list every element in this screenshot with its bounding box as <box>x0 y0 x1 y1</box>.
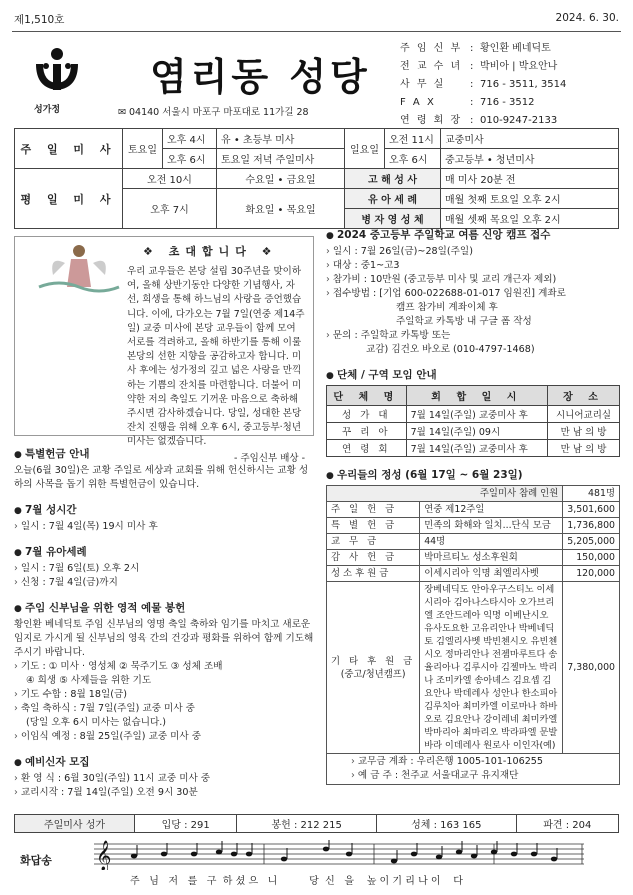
jubilee-item: › 축일 축하식 : 7월 7일(주일) 교중 미사 중 <box>14 702 314 716</box>
staff-row <box>400 94 566 112</box>
offering-amount: 5,205,000 <box>563 534 620 550</box>
staff-value: 716 - 3511, 3514 <box>480 79 567 90</box>
offering-label: 주 일 헌 금 <box>327 502 420 518</box>
staff-row <box>400 76 566 94</box>
colon: : <box>470 43 474 54</box>
hymn-bar: 주일미사 성가 입당 : 291 봉헌 : 212 215 성체 : 163 165 파견 : 204 <box>14 814 619 833</box>
group-cell: 꾸 리 아 <box>327 423 407 440</box>
camp-item: › 일시 : 7월 26일(금)~28일(주일) <box>326 245 620 259</box>
offering-row <box>327 502 620 518</box>
offering-desc: 박마르티노 성소후원회 <box>420 550 563 566</box>
staff-value: 황인환 베네딕토 <box>480 43 551 54</box>
song-lyrics: 주 님 저 를 구 하 셨 으 니 당 신 을 높 이 기 리 나 이 다 <box>130 876 463 887</box>
music-note <box>511 852 517 857</box>
account-line: › 교무금 계좌 : 우리은행 1005-101-106255 <box>351 755 615 769</box>
groups-title: ● 단체 / 구역 모임 안내 <box>326 367 620 382</box>
music-note <box>231 852 237 857</box>
offering-row <box>327 534 620 550</box>
psalm-score <box>14 834 619 886</box>
staff-label: 연 령 회 장 <box>400 115 463 126</box>
offering-desc: 이세시리아 익명 최엘리사벳 <box>420 566 563 582</box>
offering-amount: 3,501,600 <box>563 502 620 518</box>
issue-number: 제1,510호 <box>14 14 65 26</box>
music-note <box>391 859 397 864</box>
parish-logo <box>22 44 92 110</box>
left-column <box>14 236 314 800</box>
parish-address: ✉ 04140 서울시 마포구 마포대로 11가길 28 <box>118 107 309 118</box>
offering-label: 특 별 헌 금 <box>327 518 420 534</box>
staff-value: 010-9247-2133 <box>480 115 558 126</box>
section-title: ● 7월 유아세례 <box>14 544 314 559</box>
camp-item: 교감) 김건오 바오로 (010-4797-1468) <box>366 344 535 355</box>
welcome-title: ❖ 초대합니다 ❖ <box>143 245 278 258</box>
camp-title: ● 2024 중고등부 주일학교 여름 신앙 캠프 접수 <box>326 227 620 242</box>
offering-amount: 1,736,800 <box>563 518 620 534</box>
offering-amount: 120,000 <box>563 566 620 582</box>
offering-desc: 연중 제12주일 <box>420 502 563 518</box>
group-header: 단 체 명 <box>327 386 407 406</box>
music-note <box>346 852 352 857</box>
jubilee-item: › 기도 : ① 미사 · 영성체 ② 묵주기도 ③ 성체 조배 <box>14 660 314 674</box>
music-note <box>456 850 462 855</box>
music-note <box>216 850 222 855</box>
section-title: ● 7월 성시간 <box>14 502 314 517</box>
mail-icon: ✉ <box>118 107 129 118</box>
camp-items <box>326 245 620 357</box>
section-title: ● 특별헌금 안내 <box>14 446 314 461</box>
group-row <box>327 440 620 457</box>
jubilee-items <box>14 660 314 744</box>
group-cell: 7월 14일(주일) 09시 <box>406 423 548 440</box>
staff-row <box>400 40 566 58</box>
mass-schedule: 주 일 미 사 토요일 오후 4시 유 • 초등부 미사 일요일 오전 11시 교중미사 오후 6시 토요일 저녁 주일미사 오후 6시 중고등부 • 청년미사 평 일 미 사 오전 10시 수요일 • 금요일 고 해 성 사 매 미사 20분 전 오후 7시 화요일 • 목요일 유 아 세 례 매월 첫째 토요일 오후 2시 병 자 영 성 체 매월 셋째 목요일 오후 2시 <box>14 128 619 229</box>
music-note <box>161 852 167 857</box>
right-column <box>326 227 620 785</box>
section-line: › 일시 : 7월 6일(토) 오후 2시 <box>14 562 314 576</box>
offering-label: 감 사 헌 금 <box>327 550 420 566</box>
section-line: › 일시 : 7월 4일(목) 19시 미사 후 <box>14 520 314 534</box>
angel-illustration <box>29 241 129 291</box>
camp-item: › 접수방법 : [기업 600-022688-01-017 임원진] 계좌로 <box>326 287 620 301</box>
welcome-text: 우리 교우들은 본당 설립 30주년을 맞이하여, 올해 상반기동안 다양한 기념행사, 자선, 희생을 통해 하느님의 사랑을 증언했습니다. 이에, 다가오는 7월 7일(연중 제14주일) 교중 미사에 본당 교우들이 함께 모여 서로를 격려하고, 올해 하반기를 통해 이룰 본당의 선한 지향을 공감하고자 합니다. 미사 후에는 성가정의 깊고 넓은 사랑을 만끽하는 기쁨의 잔치를 마련합니다. 더불어 미약한 저의 축일도 기꺼운 마음으로 축하해 주시면 감사하겠습니다. 당일, 성대한 본당 잔치 진행을 위해 오후 6시, 중고등부·청년 미사는 없겠습니다. <box>127 266 305 448</box>
offering-row <box>327 566 620 582</box>
offering-row <box>327 550 620 566</box>
catechumen-items <box>14 772 314 800</box>
music-note <box>436 855 442 860</box>
logo-caption: 성가정 <box>34 105 61 115</box>
divider <box>12 31 621 32</box>
jubilee-title: ● 주임 신부님을 위한 영적 예물 봉헌 <box>14 600 314 615</box>
jubilee-item: › 기도 수합 : 8월 18일(금) <box>14 688 314 702</box>
group-cell: 만 남 의 방 <box>548 440 620 457</box>
group-cell: 7월 14일(주일) 교중미사 후 <box>406 406 548 423</box>
welcome-signature: - 주임신부 배상 - <box>234 452 305 464</box>
camp-item: › 참가비 : 10만원 (중고등부 미사 및 교리 개근자 제외) <box>326 273 620 287</box>
issue-date: 2024. 6. 30. <box>555 12 619 24</box>
catechumen-title: ● 예비신자 모집 <box>14 754 314 769</box>
music-note <box>131 854 137 859</box>
camp-item: 주일학교 카톡방 내 구글 폼 작성 <box>396 316 532 327</box>
colon: : <box>470 61 474 72</box>
offering-amount: 150,000 <box>563 550 620 566</box>
music-note <box>471 854 477 859</box>
staff-value: 박비아 | 박요안나 <box>480 61 558 72</box>
group-header: 장 소 <box>548 386 620 406</box>
colon: : <box>470 115 474 126</box>
group-header: 회 합 일 시 <box>406 386 548 406</box>
group-cell: 연 령 회 <box>327 440 407 457</box>
staff-value: 716 - 3512 <box>480 97 535 108</box>
camp-item: › 대상 : 중1~고3 <box>326 259 620 273</box>
staff-label: F A X <box>400 97 436 108</box>
catechumen-item: › 환 영 식 : 6월 30일(주일) 11시 교중 미사 중 <box>14 772 314 786</box>
left-sections <box>14 446 314 590</box>
jubilee-item: › 이임식 예정 : 8월 25일(주일) 교중 미사 중 <box>14 730 314 744</box>
music-note <box>411 852 417 857</box>
music-note <box>281 857 287 862</box>
staff-info <box>400 40 566 130</box>
catechumen-item: › 교리시작 : 7월 14일(주일) 오전 9시 30분 <box>14 786 314 800</box>
camp-item: 캠프 참가비 계좌이체 후 <box>396 302 498 313</box>
staff-label: 사 무 실 <box>400 79 446 90</box>
colon: : <box>470 97 474 108</box>
music-note <box>531 852 537 857</box>
offering-label: 교 무 금 <box>327 534 420 550</box>
svg-text:𝄞: 𝄞 <box>96 841 112 870</box>
section-line: › 신청 : 7월 4일(금)까지 <box>14 576 314 590</box>
group-cell: 시니어교리실 <box>548 406 620 423</box>
staff-label: 주 임 신 부 <box>400 43 463 54</box>
offerings-table: 주일미사 참례 인원 481명 주 일 헌 금 연중 제12주일 3,501,600 특 별 헌 금 민족의 화해와 일치...단식 모금 1,736,800 교 무 금 44명 5,205,000 감 사 헌 금 박마르티노 성소후원회 150,000 성소후원금 이세시리아 익명 최엘리사벳 120,000 기 타 후 원 금 (중고/청년캠프) 장베네딕도 안아우구스티노 이세시리아 김아나스타시아 오가브리엘 조안드레아 익명 이베난시오 유사도요한 고유리안나 박베네딕토 김엘리사벳 박빈첸시오 유빈첸시오 정마리안나 전젬마루트다 송율리아나 김루시아 김젤마노 박리나 조미카엘 송아녜스 김요셉 김요안나 박데레사 성안나 한소피아 김루치아 최미카엘 이로마나 하바오로 김요안나 강이레네 최미카엘 박마리아 최마리오 박라파엘 문발바라 이데레사 원로사 이인자(예) 7,380,000 › 교무금 계좌 : 우리은행 1005-101-106255 › 예 금 주 : 천주교 서울대교구 유지재단 <box>326 485 620 785</box>
jubilee-intro: 황인환 베네딕토 주임 신부님의 영명 축일 축하와 임기를 마치고 새로운 임지로 가시게 될 신부님의 영육 간의 건강과 평화를 위하여 함께 기도해 주시기 바랍니다. <box>14 619 314 658</box>
song-label: 화답송 <box>20 854 52 867</box>
donor-list: 장베네딕도 안아우구스티노 이세시리아 김아나스타시아 오가브리엘 조안드레아 익명 이베난시오 유사도요한 고유리안나 박베네딕토 김엘리사벳 박빈첸시오 유빈첸시오 정마리안나 전젬마루트다 송율리아나 김루시아 김젤마노 박리나 조미카엘 송아녜스 김요셉 김요안나 박데레사 성안나 한소피아 김루치아 최미카엘 이로마나 하바오로 김요안나 강이레네 최미카엘 박마리아 최마리오 박라파엘 문발바라 이데레사 원로사 이인자(예) <box>420 582 563 754</box>
music-note <box>551 857 557 862</box>
offerings-title: ● 우리들의 정성 (6월 17일 ~ 6월 23일) <box>326 467 620 482</box>
group-cell: 7월 14일(주일) 교중미사 후 <box>406 440 548 457</box>
music-staff <box>94 840 594 870</box>
group-row <box>327 406 620 423</box>
staff-row <box>400 58 566 76</box>
jubilee-item: (당일 오후 6시 미사는 없습니다.) <box>26 717 167 728</box>
section-line: 오늘(6월 30일)은 교황 주일로 세상과 교회를 위해 헌신하시는 교황 성하의 사목을 돕기 위한 특별헌금이 있습니다. <box>14 465 309 490</box>
offering-desc: 민족의 화해와 일치...단식 모금 <box>420 518 563 534</box>
music-note <box>323 847 329 852</box>
account-line: › 예 금 주 : 천주교 서울대교구 유지재단 <box>351 769 615 783</box>
offering-desc: 44명 <box>420 534 563 550</box>
offering-row <box>327 518 620 534</box>
parish-name: 염리동 성당 <box>150 55 371 99</box>
music-note <box>246 852 252 857</box>
colon: : <box>470 79 474 90</box>
music-note <box>191 852 197 857</box>
groups-table <box>326 385 620 457</box>
group-row <box>327 423 620 440</box>
group-cell: 성 가 대 <box>327 406 407 423</box>
staff-label: 전 교 수 녀 <box>400 61 463 72</box>
music-note <box>491 850 497 855</box>
offering-label: 성소후원금 <box>327 566 420 582</box>
camp-item: › 문의 : 주일학교 카톡방 또는 <box>326 329 620 343</box>
jubilee-item: ④ 희생 ⑤ 사제들을 위한 기도 <box>26 675 152 686</box>
group-cell: 만 남 의 방 <box>548 423 620 440</box>
